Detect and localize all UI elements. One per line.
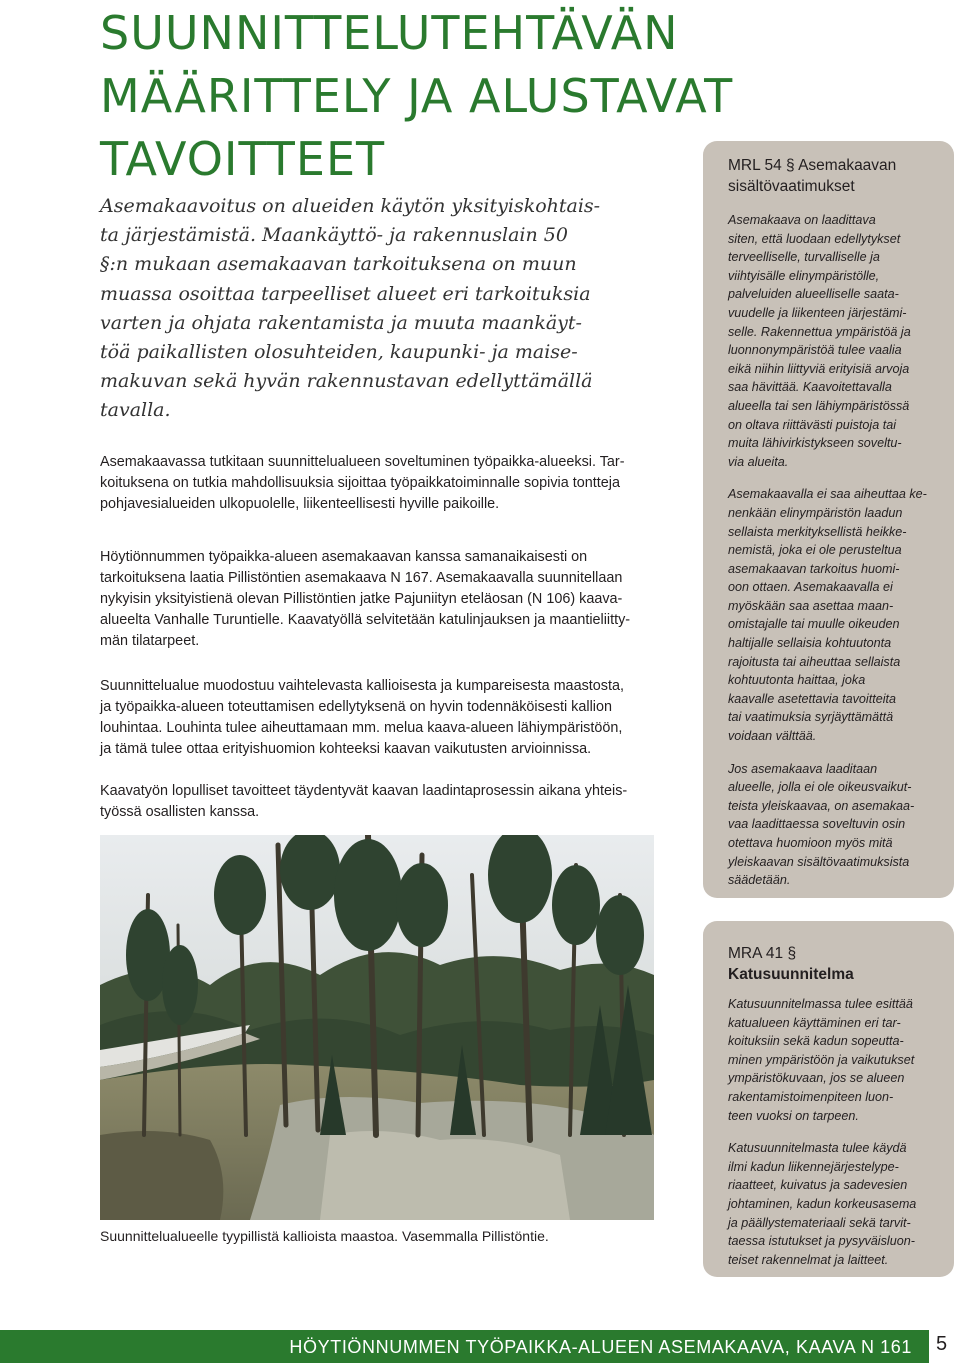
sidebar-line: via alueita. xyxy=(728,454,789,469)
lead-line: tavalla. xyxy=(100,399,171,422)
sidebar-line: nenkään elinympäristön laadun xyxy=(728,505,903,520)
sidebar-paragraph xyxy=(728,211,954,471)
body-paragraph-2 xyxy=(100,547,670,652)
sidebar-box-heading xyxy=(728,943,954,985)
sidebar-line: ympäristökuvaan, jos se alueen xyxy=(728,1071,905,1086)
sidebar-line: nemistä, joka ei ole perusteltua xyxy=(728,543,902,558)
sidebar-line: minen ympäristöön ja vaikutukset xyxy=(728,1052,915,1067)
body-line: ja tämä tulee ottaa erityishuomion kohteeksi kaavan vaikutusten arvioinnissa. xyxy=(100,740,592,757)
sidebar-line: Asemakaava on laadittava xyxy=(728,213,876,227)
page-number: 5 xyxy=(936,1333,948,1355)
body-line: Asemakaavassa tutkitaan suunnittelualueen soveltuminen työpaikka-alueeksi. Tar- xyxy=(100,454,625,470)
photo-caption: Suunnittelualueelle tyypillistä kallioista maastoa. Vasemmalla Pillistöntie. xyxy=(100,1228,549,1244)
sidebar-line: johtaminen, kadun korkeusasema xyxy=(728,1196,917,1211)
sidebar-box-content xyxy=(728,155,954,890)
sidebar-line: Asemakaavalla ei saa aiheuttaa ke- xyxy=(728,487,927,502)
heading-line: Katusuunnitelma xyxy=(728,966,854,983)
sidebar-line: taessa istutukset ja pysyväisluon- xyxy=(728,1234,915,1249)
title-line: TAVOITTEET xyxy=(100,132,386,186)
sidebar-line: selle. Rakennettua ympäristöä ja xyxy=(728,324,911,339)
lead-line: töä paikallisten olosuhteiden, kaupunki- ja maise- xyxy=(100,341,578,364)
sidebar-line: saa hävittää. Kaavoitettavalla xyxy=(728,380,892,395)
forest-scene-illustration xyxy=(100,835,654,1220)
body-paragraph-3 xyxy=(100,676,670,760)
title-line: MÄÄRITTELY JA ALUSTAVAT xyxy=(100,69,734,123)
sidebar-line: Katusuunnitelmasta tulee käydä xyxy=(728,1141,907,1156)
body-line: alueelta Vanhalle Turuntielle. Kaavatyöllä selvitetään katulinjauksen ja maantieliitty- xyxy=(100,611,631,628)
sidebar-line: otettava huomioon myös mitä xyxy=(728,836,893,850)
sidebar-line: on oltava riittävästi puistoja tai xyxy=(728,417,897,432)
title-line: SUUNNITTELUTEHTÄVÄN xyxy=(100,6,679,60)
footer-bar xyxy=(0,1330,929,1363)
sidebar-line: vaa laadittaessa soveltuvin osin xyxy=(728,817,906,832)
lead-paragraph xyxy=(100,192,680,426)
body-line: Kaavatyön lopulliset tavoitteet täydentyvät kaavan laadintaprosessin aikana yhteis- xyxy=(100,783,628,799)
sidebar-paragraph xyxy=(728,485,954,745)
sidebar-paragraph xyxy=(728,995,954,1125)
body-line: Suunnittelualue muodostuu vaihtelevasta kallioisesta ja kumpareisesta maastosta, xyxy=(100,678,624,694)
forest-photo xyxy=(100,835,654,1220)
sidebar-line: teista yleiskaavaa, on asemakaa- xyxy=(728,798,915,813)
body-line: koituksena on tutkia mahdollisuuksia sijoittaa työpaikkatoiminnalle sopivia tontteja xyxy=(100,474,620,491)
sidebar-line: viihtyisälle elinympäristölle, xyxy=(728,268,880,283)
sidebar-line: riaatteet, kuivatus ja sadevesien xyxy=(728,1178,908,1193)
sidebar-box-mra41 xyxy=(703,921,954,1277)
footer-title: HÖYTIÖNNUMMEN TYÖPAIKKA-ALUEEN ASEMAKAAVA, KAAVA N 161 xyxy=(289,1337,912,1357)
sidebar-line: tai vaatimuksia syrjäyttämättä xyxy=(728,710,894,725)
sidebar-line: rajoitusta tai aiheuttaa sellaista xyxy=(728,654,901,669)
sidebar-line: omistajalle tai muulle oikeuden xyxy=(728,617,900,632)
sidebar-line: säädetään. xyxy=(728,873,791,888)
sidebar-line: ja päällystemateriaali sekä tarvit- xyxy=(728,1215,911,1230)
body-line: män tilatarpeet. xyxy=(100,632,200,649)
body-line: pohjavesialueiden ulkopuolelle, liikenteellisesti hyville paikoille. xyxy=(100,495,500,512)
sidebar-line: sellaista merkityksellistä heikke- xyxy=(728,524,907,539)
sidebar-paragraph xyxy=(728,1139,954,1269)
sidebar-line: vuudelle ja liikenteen järjestämi- xyxy=(728,305,907,320)
sidebar-line: alueella tai sen lähiympäristössä xyxy=(728,398,910,413)
body-line: louhintaa. Louhinta tulee aiheuttamaan mm. melua kaava-alueen lähiympäristöön, xyxy=(100,719,623,736)
lead-line: makuvan sekä hyvän rakennustavan edellyttämällä xyxy=(100,370,593,393)
sidebar-line: luonnonympäristöä tulee vaalia xyxy=(728,343,902,358)
body-line: ja työpaikka-alueen toteuttamisen edellytyksenä on hyvin todennäköisesti kallion xyxy=(100,698,612,715)
sidebar-line: palveluiden alueelliselle saata- xyxy=(728,287,899,302)
body-line: Höytiönnummen työpaikka-alueen asemakaavan kanssa samanaikaisesti on xyxy=(100,549,588,565)
heading-line: sisältövaatimukset xyxy=(728,178,855,195)
sidebar-line: koituksiin sekä kadun sopeutta- xyxy=(728,1034,904,1049)
sidebar-line: myöskään saa asettaa maan- xyxy=(728,598,894,613)
sidebar-line: yleiskaavan sisältövaatimuksista xyxy=(728,854,910,869)
sidebar-line: siten, että luodaan edellytykset xyxy=(728,231,901,246)
sidebar-box-mrl54 xyxy=(703,141,954,898)
sidebar-line: terveelliselle, turvalliselle ja xyxy=(728,250,880,265)
body-paragraph-4 xyxy=(100,781,670,823)
heading-line: MRL 54 § Asemakaavan xyxy=(728,157,897,174)
lead-line: varten ja ohjata rakentamista ja muuta maankäyt- xyxy=(100,311,582,334)
body-line: työssä osallisten kanssa. xyxy=(100,803,260,820)
sidebar-line: oon ottaen. Asemakaavalla ei xyxy=(728,580,893,595)
sidebar-line: rakentamistoimenpiteen luon- xyxy=(728,1089,894,1104)
sidebar-line: eikä niihin liittyviä erityisiä arvoja xyxy=(728,361,910,376)
sidebar-line: voidaan välttää. xyxy=(728,729,817,744)
sidebar-line: kohtuutonta haittaa, joka xyxy=(728,673,866,688)
sidebar-line: ilmi kadun liikennejärjestelype- xyxy=(728,1159,899,1174)
lead-line: Asemakaavoitus on alueiden käytön yksityiskohtais- xyxy=(100,195,601,217)
sidebar-line: Katusuunnitelmassa tulee esittää xyxy=(728,997,913,1011)
sidebar-line: kaavalle asetettavia tavoitteita xyxy=(728,691,897,706)
heading-line: MRA 41 § xyxy=(728,945,797,962)
sidebar-box-content xyxy=(728,943,954,1269)
lead-line: §:n mukaan asemakaavan tarkoituksena on muun xyxy=(100,253,577,276)
body-line: tarkoituksena laatia Pillistöntien asemakaava N 167. Asemakaavalla suunnitellaan xyxy=(100,569,623,586)
sidebar-line: teen vuoksi on tarpeen. xyxy=(728,1108,859,1123)
sidebar-line: teiset rakennelmat ja laitteet. xyxy=(728,1252,889,1267)
sidebar-box-heading xyxy=(728,155,954,197)
lead-line: muassa osoittaa tarpeelliset alueet eri tarkoituksia xyxy=(100,282,591,305)
sidebar-line: asemakaavan tarkoitus huomi- xyxy=(728,561,900,576)
page-title xyxy=(100,2,740,191)
sidebar-line: Jos asemakaava laaditaan xyxy=(728,761,878,776)
sidebar-line: haltijalle sellaisia kohtuutonta xyxy=(728,636,892,651)
sidebar-line: katualueen käyttäminen eri tar- xyxy=(728,1015,901,1030)
body-line: nykyisin yksityistienä olevan Pillistöntien jatke Pajuniityn eteläosan (N 106) kaava- xyxy=(100,590,623,607)
lead-line: ta järjestämistä. Maankäyttö- ja rakennuslain 50 xyxy=(100,224,568,247)
sidebar-line: alueelle, jolla ei ole oikeusvaikut- xyxy=(728,780,912,795)
body-paragraph-1 xyxy=(100,452,670,515)
sidebar-line: muita lähivirkistykseen soveltu- xyxy=(728,436,902,451)
sidebar-paragraph xyxy=(728,760,954,890)
